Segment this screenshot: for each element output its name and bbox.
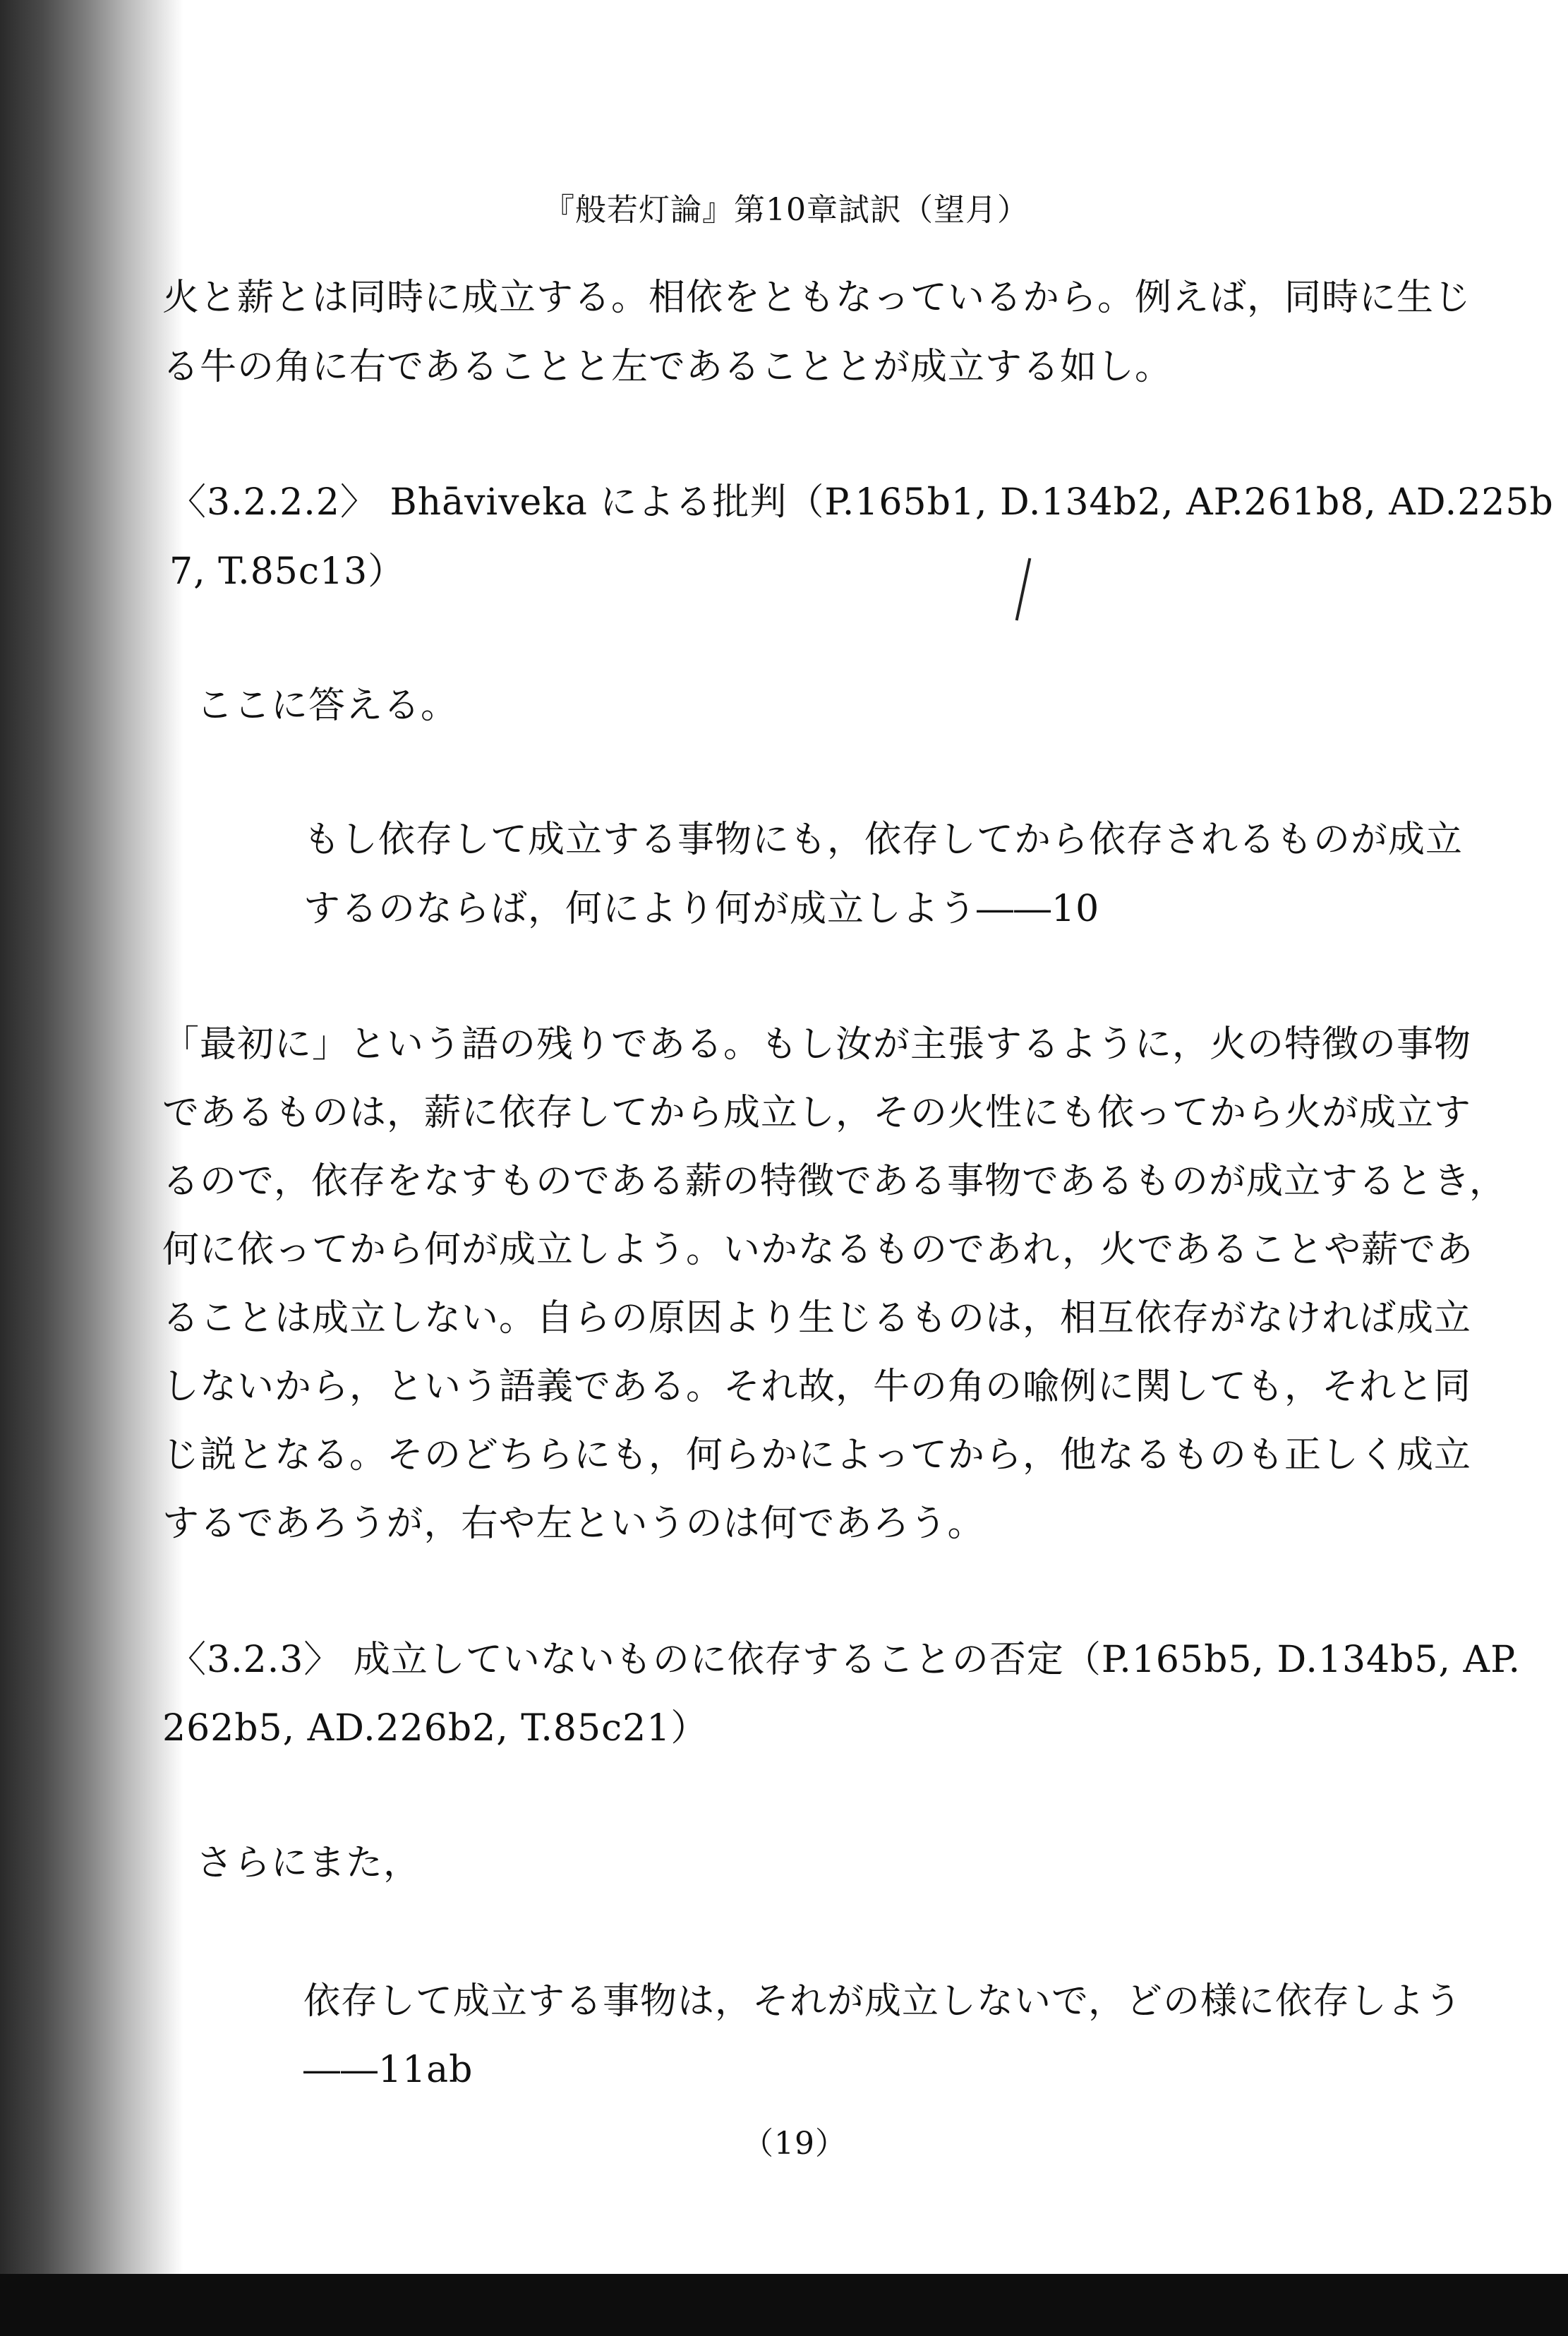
paragraph-3-line-7: じ説となる。そのどちらにも，何らかによってから，他なるものも正しく成立 [162, 1434, 1472, 1476]
paragraph-2: ここに答える。 [196, 685, 459, 727]
scan-bottom-border [0, 2274, 1568, 2336]
paragraph-4: さらにまた， [196, 1842, 421, 1884]
paragraph-1-line-1: 火と薪とは同時に成立する。相依をともなっているから。例えば，同時に生じ [162, 277, 1472, 319]
page-number: （19） [742, 2126, 847, 2162]
running-header: 『般若灯論』第10章試訳（望月） [543, 192, 1029, 228]
section-heading-3-2-2-2-line-1: 〈3.2.2.2〉 Bhāviveka による批判（P.165b1, D.134b2, AP.261b8, AD.225b [169, 481, 1554, 524]
handwritten-stroke [1015, 558, 1032, 621]
section-heading-3-2-3-line-2: 262b5, AD.226b2, T.85c21） [162, 1707, 708, 1750]
paragraph-3-line-8: するであろうが，右や左というのは何であろう。 [162, 1503, 985, 1545]
paragraph-3-line-5: ることは成立しない。自らの原因より生じるものは，相互依存がなければ成立 [162, 1297, 1472, 1339]
paragraph-3-line-2: であるものは，薪に依存してから成立し，その火性にも依ってから火が成立す [162, 1092, 1472, 1134]
paragraph-3-line-4: 何に依ってから何が成立しよう。いかなるものであれ，火であることや薪であ [162, 1229, 1474, 1271]
scan-edge-shadow [0, 0, 183, 2336]
verse-11-line-2: ――11ab [303, 2049, 474, 2091]
verse-10-line-2: するのならば，何により何が成立しよう――10 [303, 888, 1100, 930]
paragraph-3-line-3: るので，依存をなすものである薪の特徴である事物であるものが成立するとき， [162, 1160, 1507, 1203]
section-heading-3-2-2-2-line-2: 7, T.85c13） [169, 550, 406, 593]
paragraph-1-line-2: る牛の角に右であることと左であることとが成立する如し。 [162, 346, 1173, 388]
paragraph-3-line-6: しないから，という語義である。それ故，牛の角の喩例に関しても，それと同 [162, 1366, 1472, 1408]
verse-10-line-1: もし依存して成立する事物にも，依存してから依存されるものが成立 [303, 819, 1464, 861]
paragraph-3-line-1: 「最初に」という語の残りである。もし汝が主張するように，火の特徴の事物 [162, 1023, 1472, 1066]
section-heading-3-2-3-line-1: 〈3.2.3〉 成立していないものに依存することの否定（P.165b5, D.134b5, AP. [169, 1639, 1521, 1681]
verse-11-line-1: 依存して成立する事物は，それが成立しないで，どの様に依存しよう [303, 1980, 1462, 2023]
